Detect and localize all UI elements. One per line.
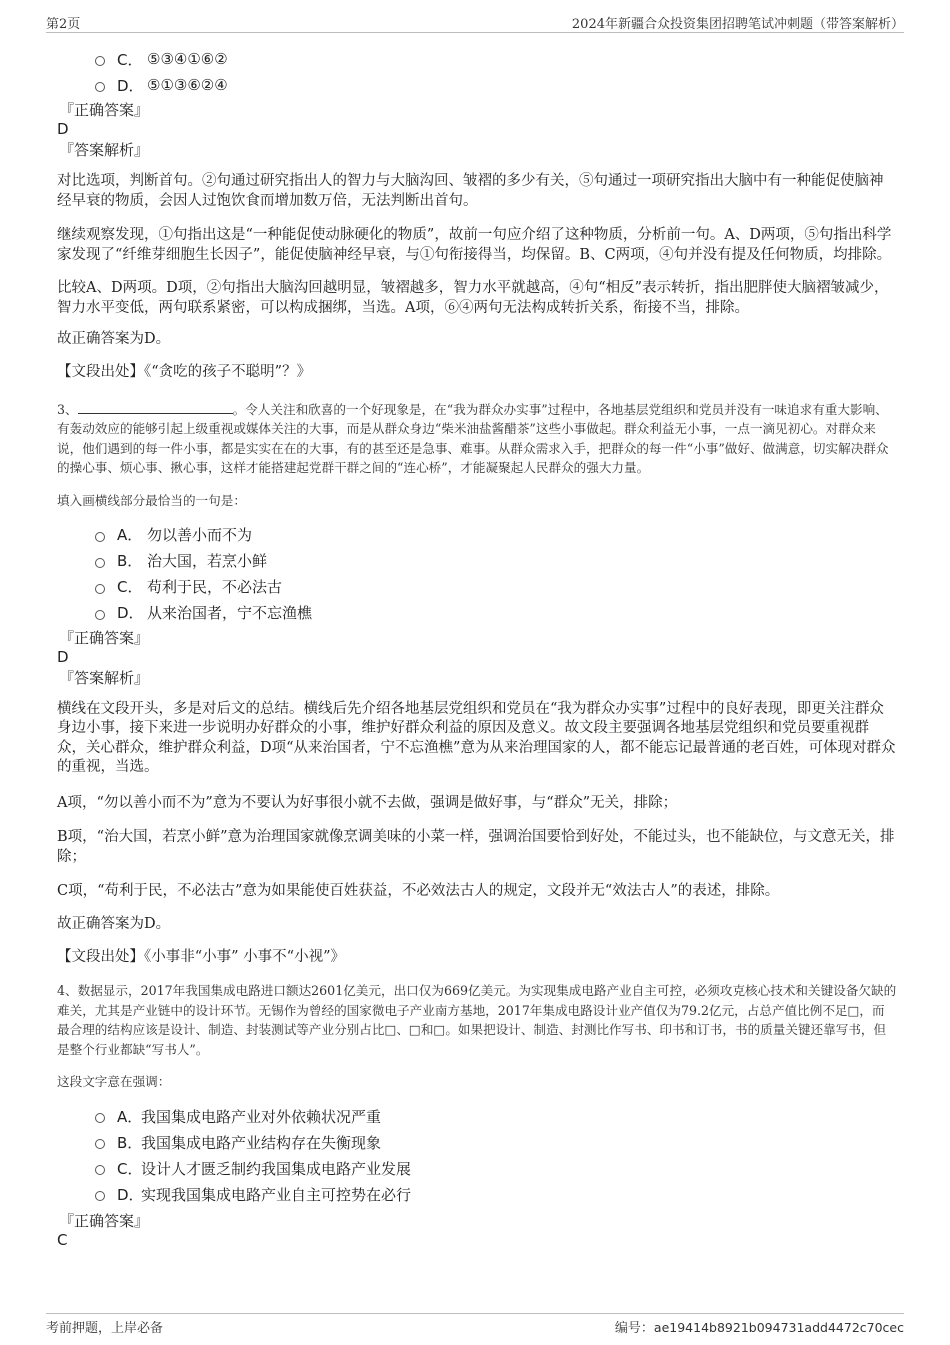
q3-analysis-5: 故正确答案为D。 [57,915,171,932]
q4-answer-label: 『正确答案』 [59,1212,150,1230]
q3-answer-label: 『正确答案』 [59,628,150,647]
q3-analysis-3: B项，“治大国，若烹小鲜”意为治理国家就像烹调美味的小菜一样，强调治国要恰到好处，不能过头，也不能缺位，与文意无关，排除； [57,829,895,865]
q4-answer: C [57,1231,68,1249]
q4-stem: 4、数据显示，2017年我国集成电路进口额达2601亿美元，出口仅为669亿美元。为实现集成电路产业自主可控，必须攻克核心技术和关键设备欠缺的难关，尤其是产业链中的设计环节。无锡作为曾经的国家微电子产业南方基地，2017年集成电路设计业产值仅为79.2亿元，占总产值比例不足□，而最合理的结构应该是设计、制造、封装测试等产业分别占比□、□和□。如果把设计、制造、封测比作写书、印书和订书，书的质量关键还靠写书，但是整个行业都缺“写书人”。 [57,983,897,1057]
radio-icon[interactable] [95,1139,105,1149]
document-code: 编号：ae19414b8921b094731add4472c70cec [614,1319,904,1336]
q3-answer: D [57,647,69,666]
q2-analysis-4: 故正确答案为D。 [57,331,171,347]
q3-option-b[interactable]: B． 治大国，若烹小鲜 [95,548,897,574]
q3-analysis-2: A项，“勿以善小而不为”意为不要认为好事很小就不去做，强调是做好事，与“群众”无关，排除； [57,794,678,811]
q2-analysis-3: 比较A、D两项。D项，②句指出大脑沟回越明显，皱褶越多，智力水平就越高，④句“相反”表示转折，指出肥胖使大脑褶皱减少，智力水平变低，两句联系紧密，可以构成捆绑，当选。A项，⑥④两句无法构成转折关系，衔接不当，排除。 [57,280,889,316]
radio-icon[interactable] [95,584,105,594]
q3-option-a[interactable]: A． 勿以善小而不为 [95,522,897,548]
page-header [46,12,904,33]
radio-icon[interactable] [95,1191,105,1201]
q3-option-list [57,522,897,626]
radio-icon[interactable] [95,1165,105,1175]
q4-option-a[interactable]: A． 我国集成电路产业对外依赖状况严重 [95,1103,897,1129]
radio-icon[interactable] [95,56,105,66]
q2-analysis-label: 『答案解析』 [59,141,150,159]
q2-option-d[interactable]: D． ⑤①③⑥②④ [95,72,897,98]
page-number: 第2页 [46,16,81,32]
fill-blank [78,401,233,414]
q2-option-list [57,46,897,98]
q4-option-list [57,1103,897,1207]
radio-icon[interactable] [95,532,105,542]
q3-analysis-1: 横线在文段开头，多是对后文的总结。横线后先介绍各地基层党组织和党员在“我为群众办实事”过程中的良好表现，即更关注群众身边小事，接下来进一步说明办好群众的小事，维护好群众利益的原因及意义。故文段主要强调各地基层党组织和党员要重视群众，关心群众，维护群众利益，D项“从来治国者，宁不忘渔樵”意为从来治理国家的人，都不能忘记最普通的老百姓，可体现对群众的重视，当选。 [57,700,896,775]
q3-analysis-label: 『答案解析』 [59,668,150,687]
radio-icon[interactable] [95,82,105,92]
q2-source: 【文段出处】《“贪吃的孩子不聪明”？》 [57,363,312,380]
radio-icon[interactable] [95,558,105,568]
q2-answer: D [57,120,69,138]
q2-analysis-1: 对比选项，判断首句。②句通过研究指出人的智力与大脑沟回、皱褶的多少有关，⑤句通过一项研究指出大脑中有一种能促使脑神经早衰的物质，会因人过饱饮食而增加数万倍，无法判断出首句。 [57,173,884,209]
q3-option-d[interactable]: D． 从来治国者，宁不忘渔樵 [95,600,897,626]
radio-icon[interactable] [95,610,105,620]
radio-icon[interactable] [95,1113,105,1123]
q3-stem: 3、 。令人关注和欣喜的一个好现象是，在“我为群众办实事”过程中，各地基层党组织和党员并没有一味追求有重大影响、有轰动效应的能够引起上级重视或媒体关注的大事，而是从群众身边“柴米油盐酱醋茶”这些小事做起。群众利益无小事，一点一滴见初心。对群众来说，他们遇到的每一件小事，都是实实在在的大事，有的甚至还是急事、难事。从群众需求入手，把群众的每一件“小事”做好、做满意，切实解决群众的操心事、烦心事、揪心事，这样才能搭建起党群干群之间的“连心桥”，才能凝聚起人民群众的强大力量。 [57,401,889,475]
q3-analysis-4: C项，“苟利于民，不必法古”意为如果能使百姓获益，不必效法古人的规定，文段并无“效法古人”的表述，排除。 [57,883,780,899]
q4-option-c[interactable]: C． 设计人才匮乏制约我国集成电路产业发展 [95,1155,897,1181]
q2-option-c[interactable]: C． ⑤③④①⑥② [95,46,897,72]
document-title: 2024年新疆合众投资集团招聘笔试冲刺题（带答案解析） [571,16,904,32]
page-footer [46,1313,904,1335]
q2-answer-label: 『正确答案』 [59,101,150,119]
q3-source: 【文段出处】《小事非“小事” 小事不“小视”》 [57,949,346,965]
q3-prompt: 填入画横线部分最恰当的一句是： [57,492,246,508]
q2-analysis-2: 继续观察发现，①句指出这是“一种能促使动脉硬化的物质”，故前一句应介绍了这种物质，分析前一句。A、D两项，⑤句指出科学家发现了“纤维芽细胞生长因子”，能促使脑神经早衰，与①句衔接得当，均保留。B、C两项，④句并没有提及任何物质，均排除。 [57,227,892,263]
q4-option-d[interactable]: D． 实现我国集成电路产业自主可控势在必行 [95,1181,897,1207]
q4-option-b[interactable]: B． 我国集成电路产业结构存在失衡现象 [95,1129,897,1155]
q4-prompt: 这段文字意在强调： [57,1074,171,1089]
footer-slogan: 考前押题，上岸必备 [46,1320,164,1336]
q3-option-c[interactable]: C． 苟利于民，不必法古 [95,574,897,600]
document-body [57,46,897,1249]
